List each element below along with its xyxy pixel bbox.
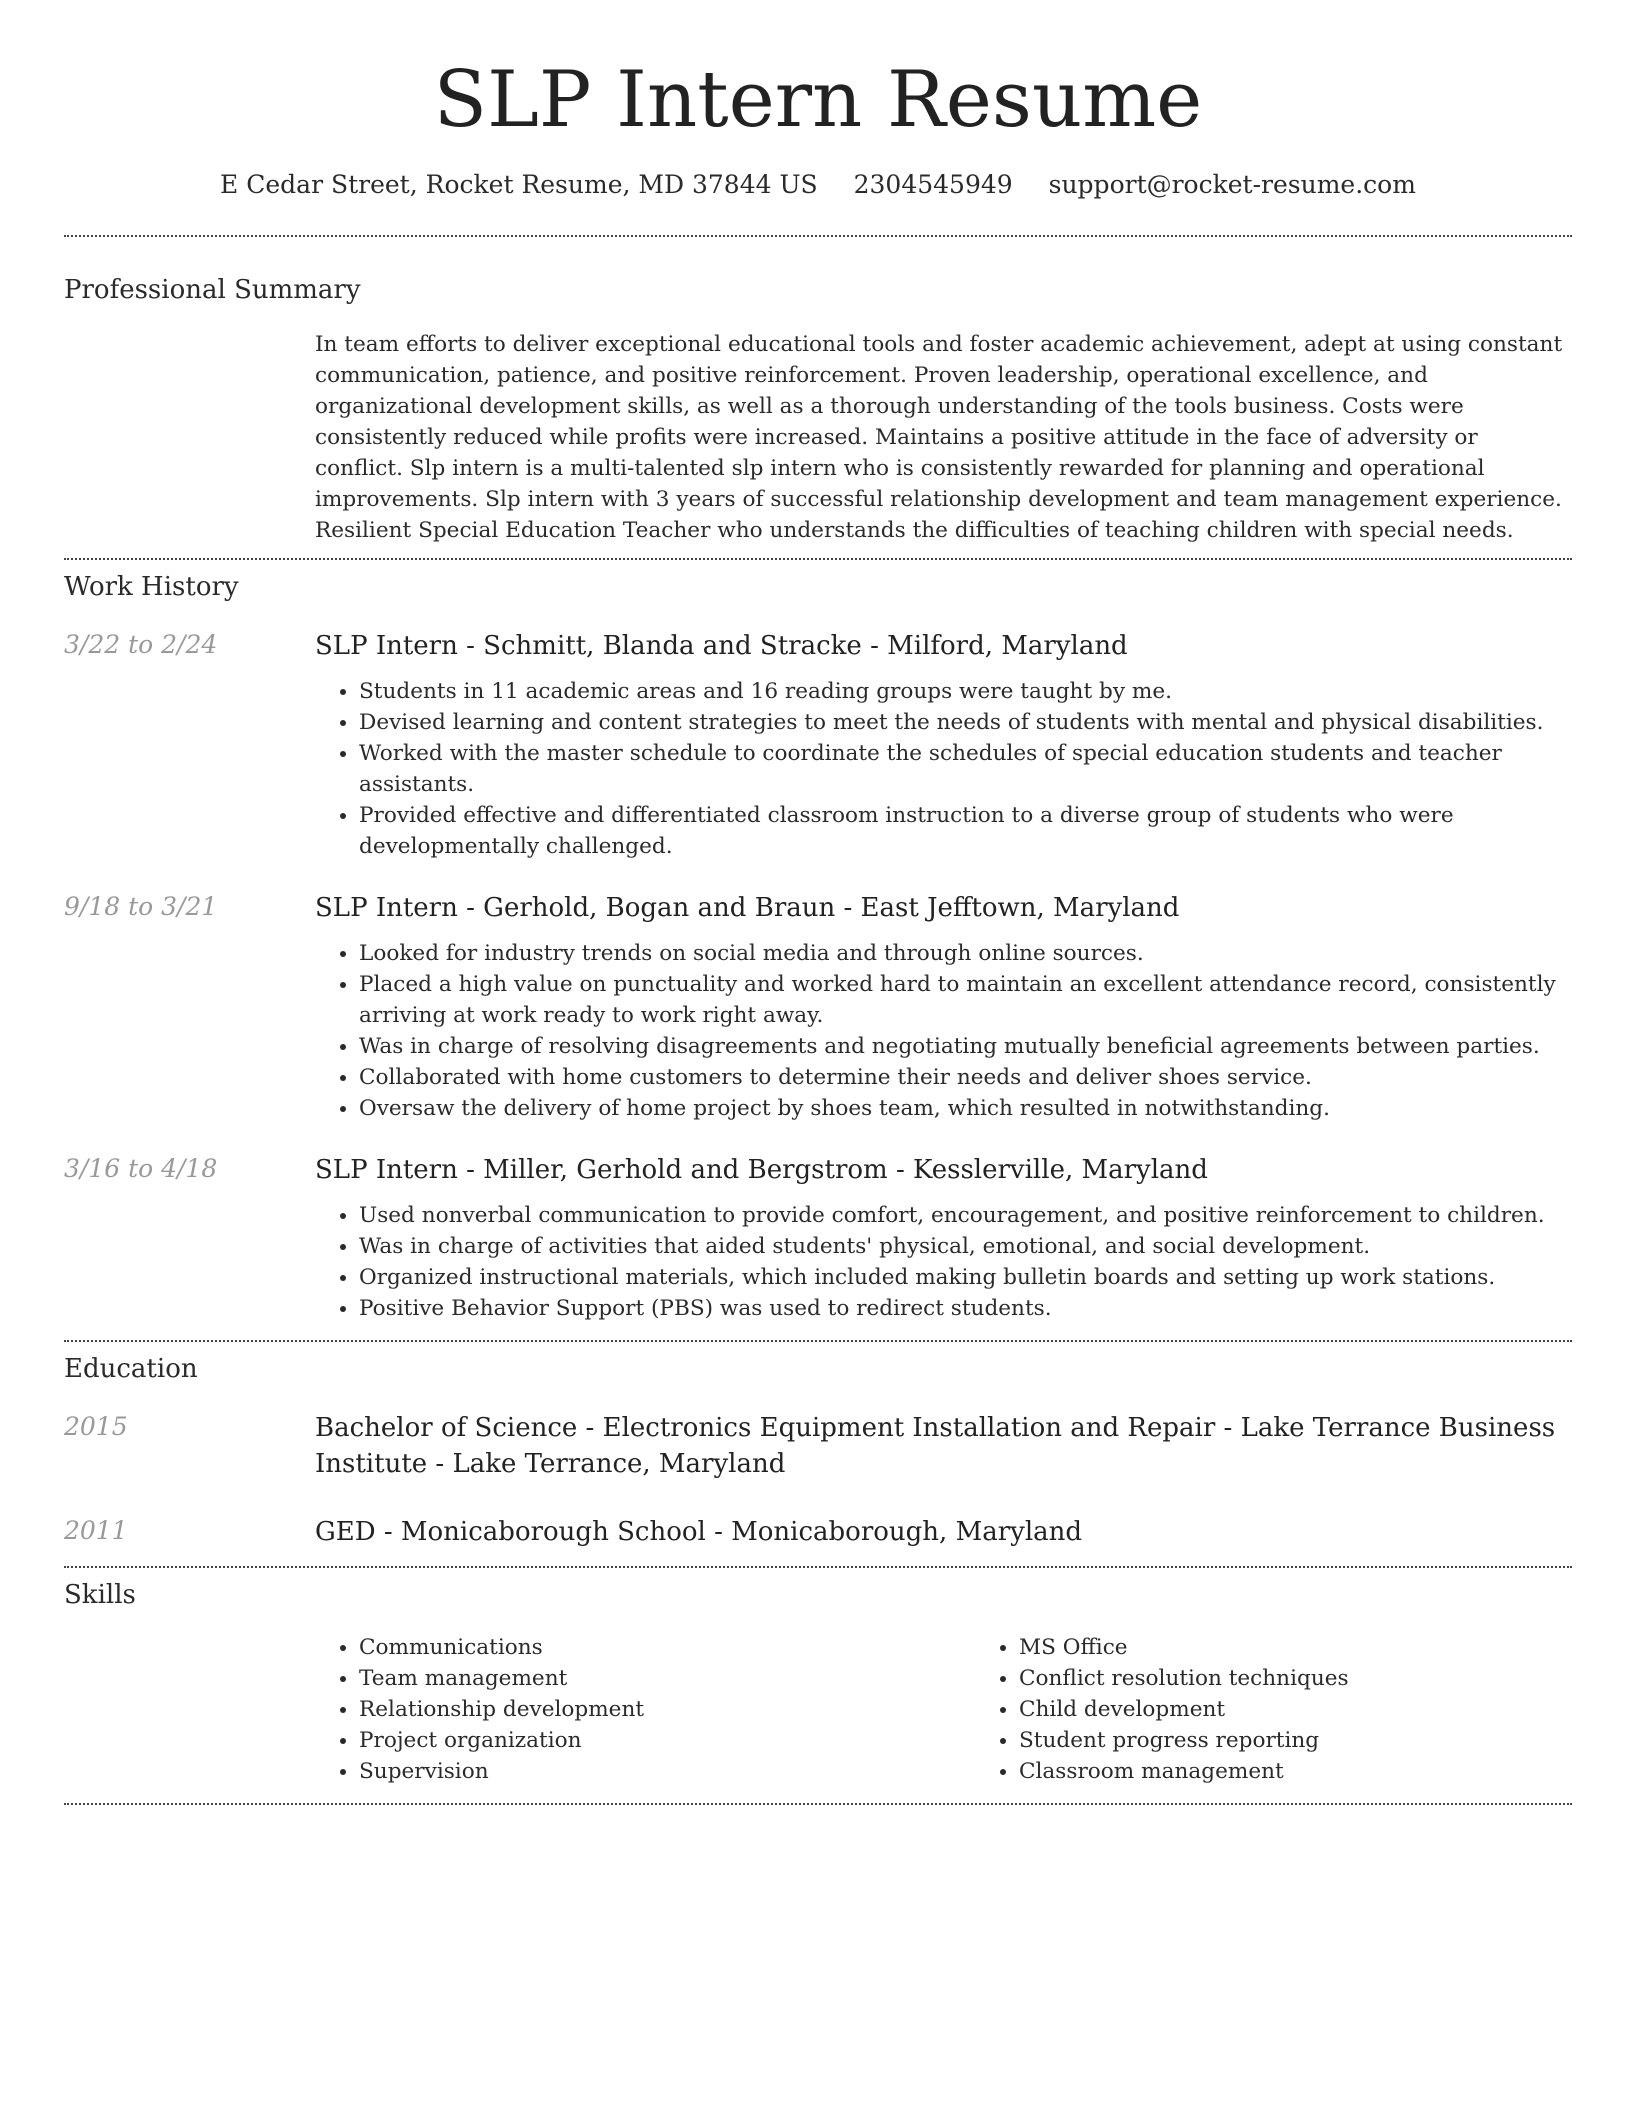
section-heading-skills: Skills bbox=[64, 1580, 136, 1610]
job-bullets bbox=[315, 938, 1572, 1124]
list-item: • Students in 11 academic areas and 16 reading groups were taught by me. bbox=[359, 676, 1572, 707]
contact-line bbox=[64, 168, 1572, 202]
education-year: 2011 bbox=[64, 1516, 128, 1545]
skill-item: • MS Office bbox=[1019, 1632, 1632, 1663]
job-bullets bbox=[315, 676, 1572, 862]
contact-email: support@rocket-resume.com bbox=[1048, 170, 1416, 199]
job-bullets bbox=[315, 1200, 1572, 1324]
skill-item: • Student progress reporting bbox=[1019, 1725, 1632, 1756]
job-entry bbox=[64, 890, 1572, 1124]
education-year: 2015 bbox=[64, 1412, 128, 1441]
education-text: GED - Monicaborough School - Monicaborough, Maryland bbox=[315, 1517, 1083, 1547]
list-item: • Worked with the master schedule to coordinate the schedules of special education students and teacher assistants. bbox=[359, 738, 1572, 800]
education-text: Bachelor of Science - Electronics Equipment Installation and Repair - Lake Terrance Business Institute - Lake Terrance, Maryland bbox=[315, 1413, 1556, 1479]
job-dates: 3/22 to 2/24 bbox=[64, 630, 218, 659]
job-title: SLP Intern - Miller, Gerhold and Bergstrom - Kesslerville, Maryland bbox=[315, 1155, 1208, 1185]
resume-page bbox=[64, 0, 1572, 1805]
skill-item: • Team management bbox=[359, 1663, 975, 1694]
education-entry bbox=[64, 1410, 1572, 1482]
list-item: • Provided effective and differentiated classroom instruction to a diverse group of students who were developmentally challenged. bbox=[359, 800, 1572, 862]
list-item: • Looked for industry trends on social media and through online sources. bbox=[359, 938, 1572, 969]
list-item: • Devised learning and content strategies to meet the needs of students with mental and physical disabilities. bbox=[359, 707, 1572, 738]
section-heading-work: Work History bbox=[64, 572, 239, 602]
skills-list-left bbox=[315, 1632, 975, 1787]
section-heading-summary: Professional Summary bbox=[64, 275, 361, 305]
job-dates: 3/16 to 4/18 bbox=[64, 1154, 218, 1183]
list-item: • Used nonverbal communication to provide comfort, encouragement, and positive reinforcement to children. bbox=[359, 1200, 1572, 1231]
skill-item: • Project organization bbox=[359, 1725, 975, 1756]
skills-columns bbox=[315, 1632, 1632, 1787]
job-title: SLP Intern - Schmitt, Blanda and Stracke - Milford, Maryland bbox=[315, 631, 1128, 661]
contact-phone: 2304545949 bbox=[853, 170, 1013, 199]
skill-item: • Classroom management bbox=[1019, 1756, 1632, 1787]
divider bbox=[64, 558, 1572, 560]
summary-text: In team efforts to deliver exceptional educational tools and foster academic achievement, adept at using constant communication, patience, and positive reinforcement. Proven leadership, operational excellence, and organizational development skills, as well as a thorough understanding of the tools business. Costs were consistently reduced while profits were increased. Maintains a positive attitude in the face of adversity or conflict. Slp intern is a multi-talented slp intern who is consistently rewarded for planning and operational improvements. Slp intern with 3 years of successful relationship development and team management experience. Resilient Special Education Teacher who understands the difficulties of teaching children with special needs. bbox=[315, 332, 1563, 543]
divider bbox=[64, 1566, 1572, 1568]
skill-item: • Relationship development bbox=[359, 1694, 975, 1725]
list-item: • Positive Behavior Support (PBS) was used to redirect students. bbox=[359, 1293, 1572, 1324]
divider bbox=[64, 1803, 1572, 1805]
job-title: SLP Intern - Gerhold, Bogan and Braun - East Jefftown, Maryland bbox=[315, 893, 1180, 923]
list-item: • Organized instructional materials, which included making bulletin boards and setting up work stations. bbox=[359, 1262, 1572, 1293]
resume-title: SLP Intern Resume bbox=[433, 55, 1203, 145]
list-item: • Was in charge of activities that aided students' physical, emotional, and social development. bbox=[359, 1231, 1572, 1262]
divider bbox=[64, 1340, 1572, 1342]
list-item: • Oversaw the delivery of home project by shoes team, which resulted in notwithstanding. bbox=[359, 1093, 1572, 1124]
skill-item: • Communications bbox=[359, 1632, 975, 1663]
divider bbox=[64, 235, 1572, 237]
contact-address: E Cedar Street, Rocket Resume, MD 37844 US bbox=[220, 170, 818, 199]
list-item: • Was in charge of resolving disagreements and negotiating mutually beneficial agreements between parties. bbox=[359, 1031, 1572, 1062]
skill-item: • Supervision bbox=[359, 1756, 975, 1787]
education-entry bbox=[64, 1514, 1572, 1550]
job-entry bbox=[64, 628, 1572, 862]
skills-list-right bbox=[975, 1632, 1632, 1787]
job-dates: 9/18 to 3/21 bbox=[64, 892, 218, 921]
list-item: • Placed a high value on punctuality and worked hard to maintain an excellent attendance record, consistently arriving at work ready to work right away. bbox=[359, 969, 1572, 1031]
section-heading-education: Education bbox=[64, 1354, 198, 1384]
skill-item: • Child development bbox=[1019, 1694, 1632, 1725]
skill-item: • Conflict resolution techniques bbox=[1019, 1663, 1632, 1694]
job-entry bbox=[64, 1152, 1572, 1324]
list-item: • Collaborated with home customers to determine their needs and deliver shoes service. bbox=[359, 1062, 1572, 1093]
